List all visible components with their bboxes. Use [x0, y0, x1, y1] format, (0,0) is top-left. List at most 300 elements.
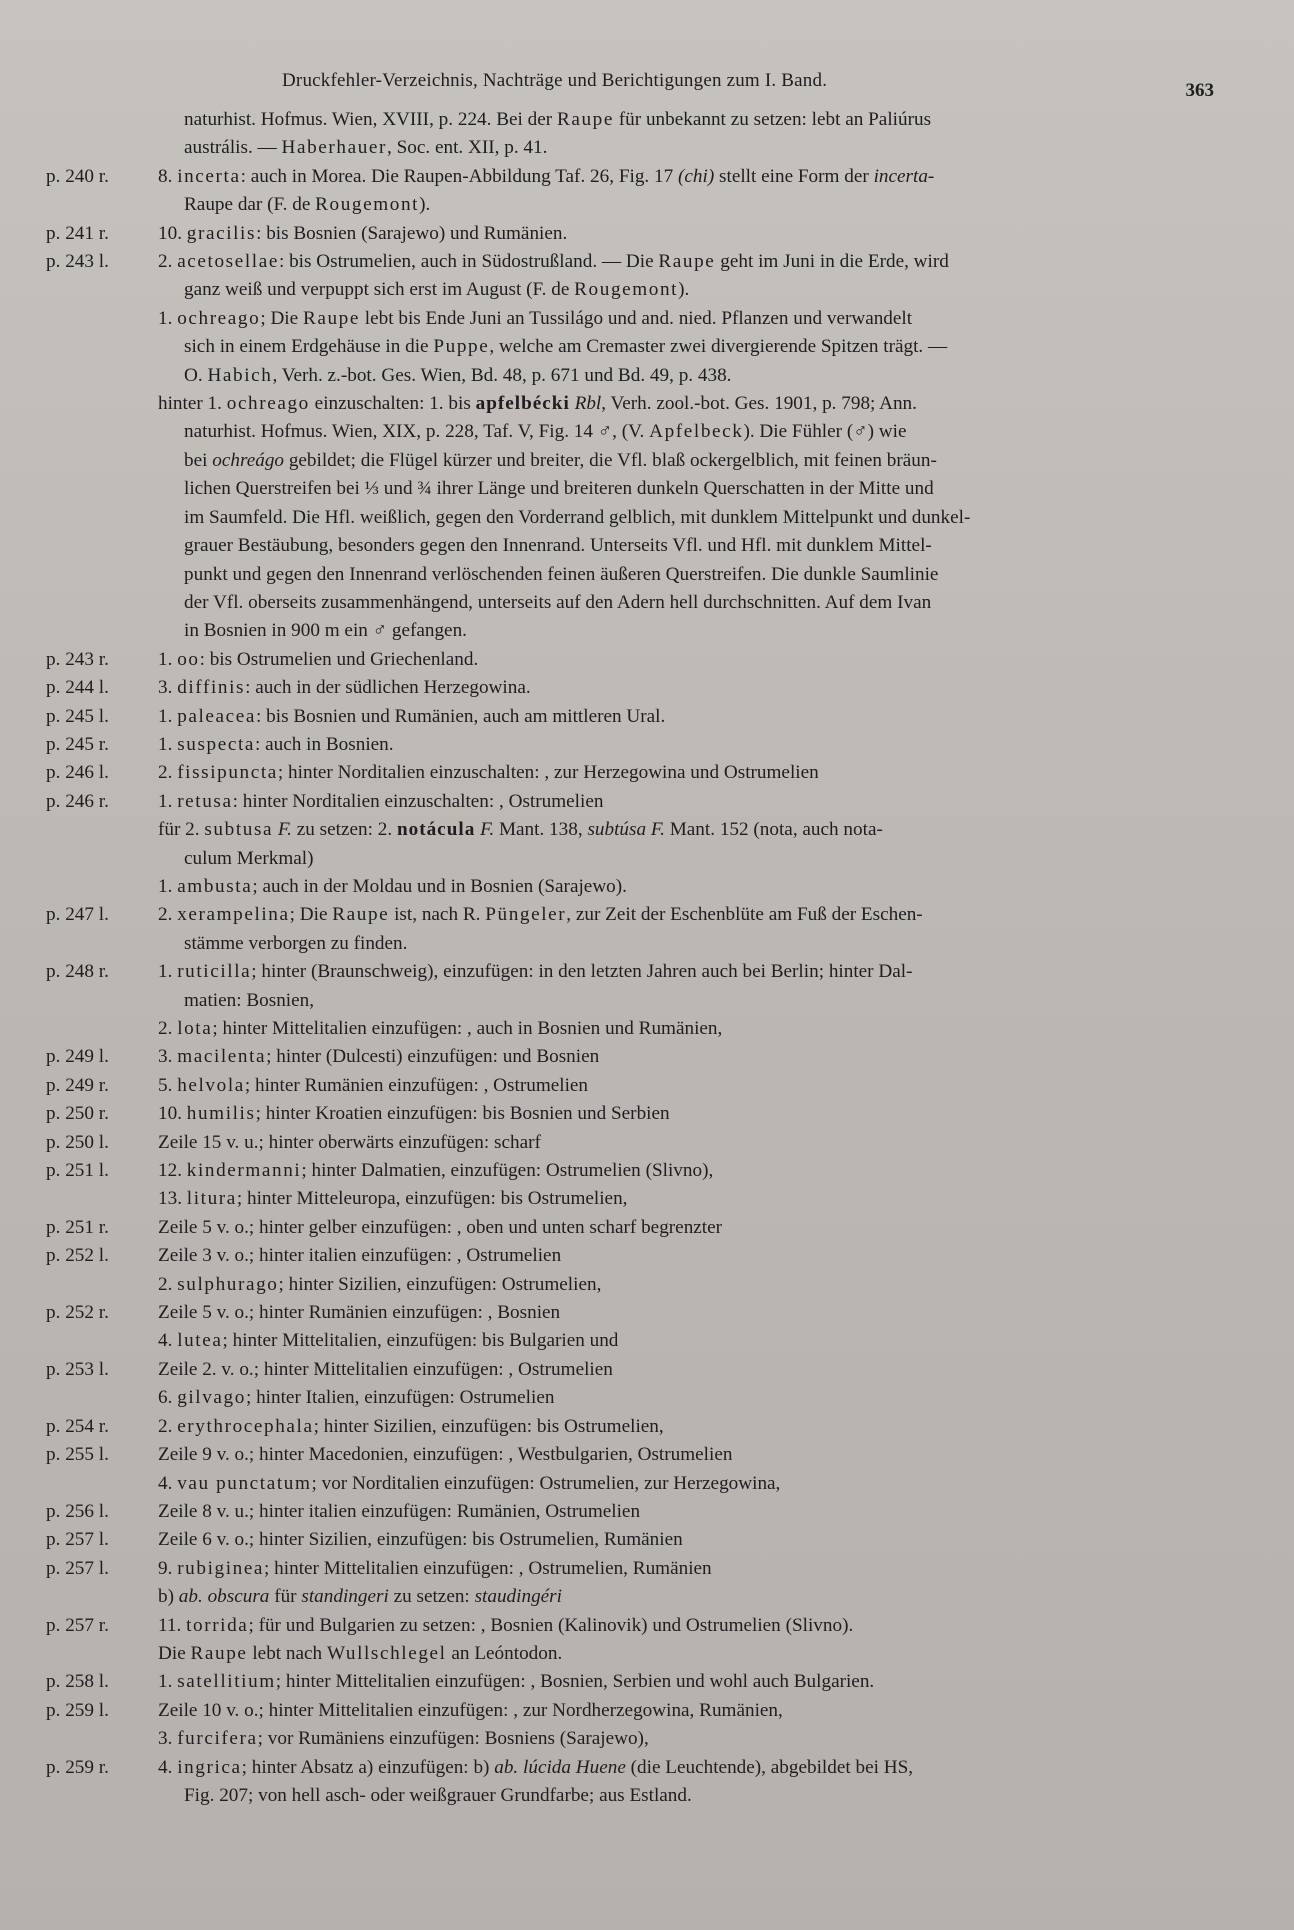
entry-text — [158, 106, 1248, 163]
errata-entry — [46, 1384, 1248, 1412]
text-segment: 1. — [158, 875, 178, 897]
entry-text — [158, 958, 1248, 1015]
species-name: gilvago — [177, 1387, 246, 1409]
entry-text — [158, 390, 1248, 646]
text-line — [158, 504, 1236, 532]
page-reference: p. 241 r. — [46, 222, 109, 244]
text-segment: ; hinter (Braunschweig), einzufügen: in den letzten Jahren auch bei Berlin; hinter Dal- — [251, 961, 913, 983]
species-name: Wullschlegel — [326, 1642, 447, 1664]
page-reference: p. 257 l. — [46, 1557, 109, 1579]
species-name: Puppe — [433, 336, 490, 358]
text-segment: 2. — [158, 1273, 178, 1295]
text-segment: Zeile 2. v. o.; hinter Mittelitalien einzufügen: , Ostrumelien — [158, 1358, 613, 1380]
text-segment: bei — [184, 449, 213, 471]
text-line — [158, 475, 1236, 503]
errata-entry — [46, 1242, 1248, 1270]
text-segment: ; hinter Norditalien einzuschalten: , zur Herzegowina und Ostrumelien — [277, 762, 819, 784]
page-reference: p. 247 l. — [46, 904, 109, 926]
text-segment: 1. — [158, 705, 178, 727]
text-segment: an Leóntodon. — [446, 1642, 563, 1664]
text-line — [158, 1782, 1236, 1810]
page-reference: p. 253 l. — [46, 1358, 109, 1380]
entry-text — [158, 1214, 1248, 1242]
page-reference: p. 243 r. — [46, 648, 109, 670]
entry-text — [158, 1100, 1248, 1128]
page-reference: p. 249 l. — [46, 1046, 109, 1068]
text-segment: ). — [678, 279, 690, 301]
species-name: ruticilla — [177, 961, 252, 983]
text-segment: ist, nach R. — [389, 904, 486, 926]
text-segment: Mant. 138, — [494, 819, 588, 841]
text-line — [158, 788, 1236, 816]
text-segment: naturhist. Hofmus. Wien, XVIII, p. 224. Bei der — [184, 109, 557, 130]
entry-text — [158, 1356, 1248, 1384]
errata-entry — [46, 731, 1248, 759]
text-segment: ; hinter Rumänien einzufügen: , Ostrumelien — [244, 1074, 589, 1096]
species-name: lota — [177, 1018, 213, 1039]
text-line — [158, 1384, 1236, 1412]
page-reference: p. 259 r. — [46, 1756, 109, 1778]
italic-text: Rbl — [574, 393, 602, 415]
new-taxon-name: apfelbécki — [475, 393, 570, 415]
text-segment: 4. — [158, 1756, 178, 1778]
errata-entry — [46, 674, 1248, 702]
page-reference: p. 251 l. — [46, 1160, 109, 1182]
text-line — [158, 873, 1236, 901]
errata-entry — [46, 1498, 1248, 1526]
text-segment: lichen Querstreifen bei ⅓ und ¾ ihrer Länge und breiteren dunkeln Querschatten in der Mitte und — [184, 478, 934, 500]
errata-entry — [46, 390, 1248, 646]
page-reference: p. 250 r. — [46, 1103, 109, 1125]
errata-entry — [46, 1072, 1248, 1100]
entry-text — [158, 1242, 1248, 1270]
text-line — [158, 1413, 1236, 1441]
text-line — [158, 248, 1236, 276]
text-segment: grauer Bestäubung, besonders gegen den Innenrand. Unterseits Vfl. und Hfl. mit dunklem Mittel- — [184, 535, 932, 557]
text-segment: : bis Ostrumelien und Griechenland. — [199, 648, 479, 670]
text-segment: 1. — [158, 790, 178, 812]
errata-entry — [46, 1015, 1248, 1043]
text-segment: ; Die — [260, 307, 303, 329]
text-line — [158, 1157, 1236, 1185]
errata-entry — [46, 305, 1248, 390]
species-name: paleacea — [177, 705, 257, 727]
italic-text: standingeri — [301, 1586, 389, 1608]
text-segment: 10. — [158, 1103, 187, 1125]
entry-text — [158, 1640, 1248, 1668]
species-name: macilenta — [177, 1046, 267, 1068]
errata-entry — [46, 1583, 1248, 1611]
page-reference: p. 259 l. — [46, 1699, 109, 1721]
text-segment: 9. — [158, 1557, 178, 1579]
errata-entry — [46, 1640, 1248, 1668]
species-name: Raupe — [190, 1642, 248, 1664]
page-reference: p. 257 r. — [46, 1614, 109, 1636]
species-name: Raupe — [302, 307, 360, 329]
entry-text — [158, 1384, 1248, 1412]
errata-entry — [46, 1668, 1248, 1696]
text-segment: ; auch in der Moldau und in Bosnien (Sarajewo). — [252, 875, 627, 897]
text-segment: ganz weiß und verpuppt sich erst im August (F. de — [184, 279, 575, 301]
text-segment: ; Die — [289, 904, 333, 926]
entry-text — [158, 759, 1248, 787]
italic-text: incerta- — [873, 165, 935, 187]
entry-text — [158, 1327, 1248, 1355]
text-line — [158, 1015, 1236, 1043]
text-segment: 2. — [158, 251, 178, 273]
species-name: sulphurago — [177, 1273, 279, 1295]
text-segment: in Bosnien in 900 m ein ♂ gefangen. — [184, 620, 467, 642]
text-line — [158, 1754, 1236, 1782]
text-segment: 13. — [158, 1188, 187, 1210]
text-segment: gebildet; die Flügel kürzer und breiter, die Vfl. blaß ockergelblich, mit feinen bräun- — [284, 449, 937, 471]
species-name: helvola — [177, 1074, 245, 1096]
page-reference: p. 249 r. — [46, 1074, 109, 1096]
text-line — [158, 1555, 1236, 1583]
text-line — [158, 333, 1236, 361]
species-name: xerampelina — [177, 904, 290, 926]
entry-text — [158, 248, 1248, 305]
text-line — [158, 1441, 1236, 1469]
text-line — [158, 1129, 1236, 1157]
text-segment: : auch in Bosnien. — [255, 733, 394, 755]
entry-text — [158, 674, 1248, 702]
errata-entry — [46, 1299, 1248, 1327]
text-line — [158, 1043, 1236, 1071]
entry-text — [158, 873, 1248, 901]
text-segment: ; hinter Absatz a) einzufügen: b) — [241, 1756, 495, 1778]
species-name: Haberhauer — [281, 137, 388, 159]
entry-text — [158, 1157, 1248, 1185]
text-segment: ; hinter Sizilien, einzufügen: Ostrumelien, — [278, 1273, 602, 1295]
text-segment: Die — [158, 1642, 191, 1664]
errata-entry — [46, 901, 1248, 958]
text-line — [158, 589, 1236, 617]
text-segment: geht im Juni in die Erde, wird — [715, 251, 949, 273]
errata-entry — [46, 1413, 1248, 1441]
text-segment: 5. — [158, 1074, 178, 1096]
errata-entry — [46, 1555, 1248, 1583]
text-line — [158, 703, 1236, 731]
entry-text — [158, 646, 1248, 674]
text-segment: für — [269, 1586, 302, 1608]
text-line — [158, 106, 1236, 134]
text-line — [158, 276, 1236, 304]
text-line — [158, 930, 1236, 958]
running-title: Druckfehler-Verzeichnis, Nachträge und Berichtigungen zum I. Band. — [282, 70, 828, 91]
text-segment: 2. — [158, 762, 178, 784]
species-name: satellitium — [177, 1671, 276, 1693]
entry-text — [158, 1697, 1248, 1725]
text-line — [158, 958, 1236, 986]
errata-entry — [46, 220, 1248, 248]
entry-text — [158, 1271, 1248, 1299]
text-segment: : auch in Morea. Die Raupen-Abbildung Taf. 26, Fig. 17 — [240, 165, 678, 187]
text-line — [158, 1640, 1236, 1668]
entry-text — [158, 1526, 1248, 1554]
entry-text — [158, 1668, 1248, 1696]
text-segment: ). Die Fühler (♂) wie — [743, 421, 907, 443]
text-line — [158, 134, 1236, 162]
page-reference: p. 252 r. — [46, 1302, 109, 1324]
text-segment: stellt eine Form der — [714, 165, 874, 187]
errata-entry — [46, 703, 1248, 731]
errata-entry — [46, 1043, 1248, 1071]
text-segment: ; hinter Sizilien, einzufügen: bis Ostrumelien, — [313, 1415, 664, 1437]
entry-text — [158, 305, 1248, 390]
species-name: Apfelbeck — [649, 421, 744, 443]
entry-text — [158, 1043, 1248, 1071]
entry-text — [158, 1072, 1248, 1100]
text-segment: 8. — [158, 165, 178, 187]
species-name: fissipuncta — [177, 762, 278, 784]
page-reference: p. 246 r. — [46, 790, 109, 812]
text-line — [158, 1697, 1236, 1725]
errata-entry — [46, 1526, 1248, 1554]
text-line — [158, 191, 1236, 219]
text-segment: 3. — [158, 1728, 178, 1750]
entry-text — [158, 703, 1248, 731]
page-reference: p. 244 l. — [46, 677, 109, 699]
errata-entry — [46, 759, 1248, 787]
text-segment: lebt nach — [247, 1642, 327, 1664]
text-line — [158, 1668, 1236, 1696]
text-segment: 1. — [158, 648, 178, 670]
species-name: litura — [186, 1188, 237, 1210]
errata-entry — [46, 1271, 1248, 1299]
entry-text — [158, 163, 1248, 220]
text-segment: ; hinter Mittelitalien einzufügen: , Ostrumelien, Rumänien — [264, 1557, 712, 1579]
entry-text — [158, 1754, 1248, 1811]
text-segment: : bis Bosnien und Rumänien, auch am mittleren Ural. — [256, 705, 666, 727]
page-reference: p. 258 l. — [46, 1671, 109, 1693]
text-segment: , zur Zeit der Eschenblüte am Fuß der Eschen- — [566, 904, 923, 926]
text-line — [158, 1612, 1236, 1640]
italic-text: F. — [277, 819, 292, 841]
text-line — [158, 362, 1236, 390]
text-segment: sich in einem Erdgehäuse in die — [184, 336, 434, 358]
text-line — [158, 561, 1236, 589]
species-name: vau punctatum — [177, 1472, 312, 1494]
text-segment: culum Merkmal) — [184, 847, 314, 869]
italic-text: ochreágo — [212, 449, 285, 471]
species-name: incerta — [177, 165, 241, 187]
text-line — [158, 1725, 1236, 1753]
entry-text — [158, 1015, 1248, 1043]
species-name: humilis — [186, 1103, 256, 1125]
text-segment: stämme verborgen zu finden. — [184, 932, 408, 954]
errata-entry — [46, 1157, 1248, 1185]
errata-entry — [46, 1214, 1248, 1242]
text-segment: Fig. 207; von hell asch- oder weißgrauer Grundfarbe; aus Estland. — [184, 1784, 692, 1806]
species-name: Raupe — [658, 251, 716, 273]
text-segment: Zeile 6 v. o.; hinter Sizilien, einzufügen: bis Ostrumelien, Rumänien — [158, 1529, 683, 1551]
text-segment: : bis Bosnien (Sarajewo) und Rumänien. — [256, 222, 568, 244]
text-segment: ; hinter Mittelitalien einzufügen: , auch in Bosnien und Rumänien, — [212, 1018, 723, 1039]
species-name: torrida — [186, 1614, 249, 1636]
page-reference: p. 256 l. — [46, 1500, 109, 1522]
species-name: Habich — [207, 364, 273, 386]
page-reference: p. 240 r. — [46, 165, 109, 187]
text-segment: zu setzen: — [388, 1586, 475, 1608]
errata-entry — [46, 106, 1248, 163]
new-taxon-name: notácula — [396, 819, 476, 841]
text-line — [158, 816, 1236, 844]
entry-text — [158, 731, 1248, 759]
entry-text — [158, 1583, 1248, 1611]
text-segment: ; hinter Kroatien einzufügen: bis Bosnien und Serbien — [255, 1103, 670, 1125]
text-segment: , welche am Cremaster zwei divergierende Spitzen trägt. — — [489, 336, 948, 358]
italic-text: ab. lúcida Huene — [494, 1756, 626, 1778]
errata-entry — [46, 1185, 1248, 1213]
species-name: Raupe — [332, 904, 390, 926]
species-name: lutea — [177, 1330, 223, 1352]
text-segment: 3. — [158, 1046, 178, 1068]
text-line — [158, 1271, 1236, 1299]
text-segment: 3. — [158, 677, 178, 699]
text-segment: für unbekannt zu setzen: lebt an Paliúrus — [614, 109, 932, 130]
text-segment: 1. — [158, 1671, 178, 1693]
text-line — [158, 845, 1236, 873]
text-segment: 2. — [158, 1018, 178, 1039]
italic-text: staudingéri — [474, 1586, 562, 1608]
species-name: ochreago — [226, 393, 310, 415]
errata-entry — [46, 1697, 1248, 1725]
entry-text — [158, 1498, 1248, 1526]
text-segment: 1. — [158, 733, 178, 755]
species-name: gracilis — [186, 222, 257, 244]
text-segment: ; hinter Italien, einzufügen: Ostrumelien — [245, 1387, 555, 1409]
species-name: ingrica — [177, 1756, 242, 1778]
page-reference: p. 243 l. — [46, 251, 109, 273]
entry-text — [158, 1470, 1248, 1498]
text-line — [158, 418, 1236, 446]
page-header — [46, 62, 1248, 106]
italic-text: (chi) — [678, 165, 715, 187]
text-segment: der Vfl. oberseits zusammenhängend, unterseits auf den Adern hell durchschnitten. Auf dem Ivan — [184, 591, 932, 613]
text-segment: 2. — [158, 1415, 178, 1437]
text-line — [158, 220, 1236, 248]
text-segment: Zeile 10 v. o.; hinter Mittelitalien einzufügen: , zur Nordherzegowina, Rumänien, — [158, 1699, 783, 1721]
text-segment: ; vor Norditalien einzufügen: Ostrumelien, zur Herzegowina, — [311, 1472, 781, 1494]
text-line — [158, 731, 1236, 759]
text-segment: ; hinter (Dulcesti) einzufügen: und Bosnien — [266, 1046, 600, 1068]
species-name: Raupe — [556, 109, 614, 130]
errata-entry — [46, 1470, 1248, 1498]
text-segment: 1. — [158, 961, 178, 983]
species-name: Püngeler — [485, 904, 567, 926]
species-name: retusa — [177, 790, 233, 812]
text-segment: im Saumfeld. Die Hfl. weißlich, gegen den Vorderrand gelblich, mit dunklem Mittelpunkt und dunkel- — [184, 506, 971, 528]
text-segment: ). — [419, 194, 431, 216]
errata-entry — [46, 1356, 1248, 1384]
page-reference: p. 251 r. — [46, 1216, 109, 1238]
text-line — [158, 1072, 1236, 1100]
text-line — [158, 1100, 1236, 1128]
text-segment: 12. — [158, 1160, 187, 1182]
errata-entry — [46, 646, 1248, 674]
errata-entry — [46, 816, 1248, 873]
text-segment: Zeile 5 v. o.; hinter gelber einzufügen: , oben und unten scharf begrenzter — [158, 1216, 723, 1238]
text-line — [158, 646, 1236, 674]
text-segment: für 2. — [158, 819, 205, 841]
text-line — [158, 987, 1236, 1015]
text-line — [158, 1583, 1236, 1611]
species-name: suspecta — [177, 733, 255, 755]
species-name: kindermanni — [186, 1160, 302, 1182]
text-segment: , Verh. zool.-bot. Ges. 1901, p. 798; Ann. — [601, 393, 917, 415]
text-line — [158, 1498, 1236, 1526]
text-segment: ; hinter Mittelitalien, einzufügen: bis Bulgarien und — [222, 1330, 619, 1352]
page-reference: p. 254 r. — [46, 1415, 109, 1437]
text-line — [158, 1185, 1236, 1213]
entry-text — [158, 1725, 1248, 1753]
errata-entry — [46, 163, 1248, 220]
text-line — [158, 1242, 1236, 1270]
entry-text — [158, 1555, 1248, 1583]
errata-entry — [46, 788, 1248, 816]
text-line — [158, 674, 1236, 702]
text-line — [158, 390, 1236, 418]
species-name: Rougemont — [315, 194, 420, 216]
page-reference: p. 246 l. — [46, 762, 109, 784]
species-name: erythrocephala — [177, 1415, 314, 1437]
species-name: furcifera — [177, 1728, 258, 1750]
text-line — [158, 163, 1236, 191]
text-segment: Zeile 8 v. u.; hinter italien einzufügen: Rumänien, Ostrumelien — [158, 1500, 641, 1522]
text-line — [158, 305, 1236, 333]
species-name: Rougemont — [574, 279, 679, 301]
errata-entry — [46, 1441, 1248, 1469]
text-line — [158, 532, 1236, 560]
text-segment: 4. — [158, 1472, 178, 1494]
text-segment: 2. — [158, 904, 178, 926]
italic-text: ab. obscura — [178, 1586, 270, 1608]
species-name: acetosellae — [177, 251, 279, 273]
text-segment: b) — [158, 1586, 179, 1608]
page-reference: p. 250 l. — [46, 1131, 109, 1153]
entry-text — [158, 816, 1248, 873]
page-reference: p. 245 r. — [46, 733, 109, 755]
text-segment: 1. — [158, 307, 178, 329]
text-segment: ; hinter Dalmatien, einzufügen: Ostrumelien (Slivno), — [301, 1160, 714, 1182]
species-name: subtusa — [204, 819, 274, 841]
italic-text: F. — [480, 819, 495, 841]
text-segment: : bis Ostrumelien, auch in Südostrußland. — Die — [278, 251, 659, 273]
errata-entry — [46, 1100, 1248, 1128]
entry-text — [158, 1129, 1248, 1157]
text-segment: einzuschalten: 1. bis — [309, 393, 476, 415]
text-segment: Raupe dar (F. de — [184, 194, 316, 216]
text-segment: naturhist. Hofmus. Wien, XIX, p. 228, Taf. V, Fig. 14 ♂, (V. — [184, 421, 650, 443]
text-segment: hinter 1. — [158, 393, 227, 415]
text-segment: ; vor Rumäniens einzufügen: Bosniens (Sarajewo), — [257, 1728, 649, 1750]
text-line — [158, 901, 1236, 929]
errata-entry — [46, 1725, 1248, 1753]
errata-entry — [46, 1754, 1248, 1811]
text-line — [158, 1356, 1236, 1384]
text-segment: 4. — [158, 1330, 178, 1352]
text-segment: matien: Bosnien, — [184, 989, 315, 1011]
species-name: rubiginea — [177, 1557, 265, 1579]
italic-text: subtúsa F. — [587, 819, 665, 841]
species-name: diffinis — [177, 677, 246, 699]
errata-entry — [46, 1612, 1248, 1640]
entry-text — [158, 1441, 1248, 1469]
text-segment: 10. — [158, 222, 187, 244]
page-reference: p. 255 l. — [46, 1444, 109, 1466]
text-segment: : hinter Norditalien einzuschalten: , Ostrumelien — [232, 790, 604, 812]
